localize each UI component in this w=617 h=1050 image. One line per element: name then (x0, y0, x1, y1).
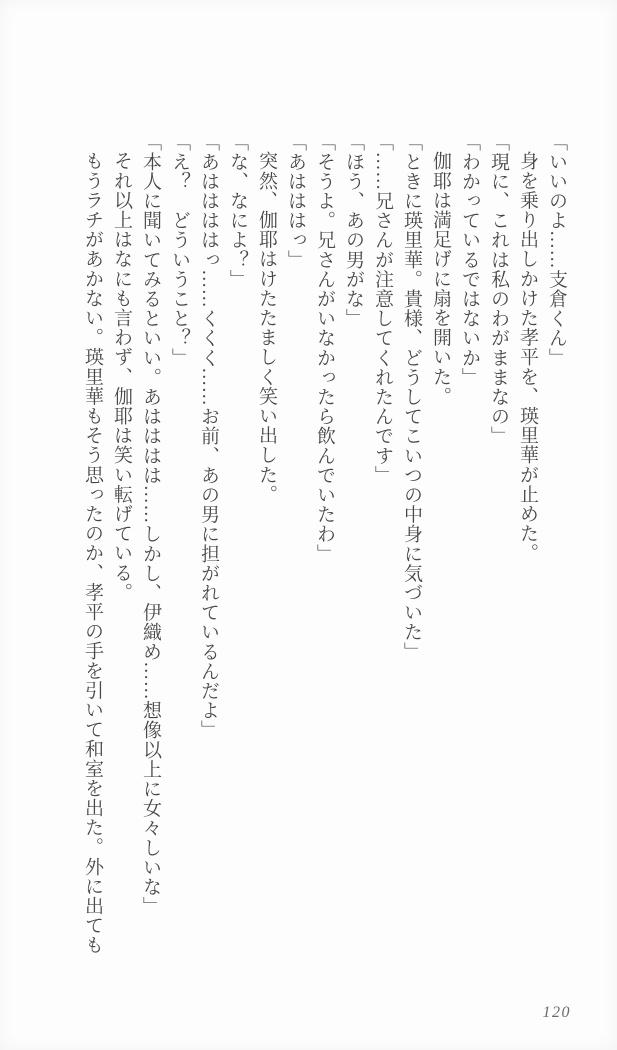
vertical-text-block (78, 132, 571, 970)
text-line: それ以上はなにも言わず、伽耶は笑い転げている。 (111, 151, 132, 602)
text-line: 「ときに瑛里華。貴様、どうしてこいつの中身に気づいた」 (401, 132, 422, 662)
text-line: 「本人に聞いてみるといい。あはははは……しかし、伊織め……想像以上に女々しいな」 (140, 132, 161, 916)
text-line: 「ほう、あの男がな」 (343, 132, 364, 328)
text-line: 突然、伽耶はけたたましく笑い出した。 (256, 151, 277, 504)
text-line: 「あははははっ……くくく……お前、あの男に担がれているんだよ」 (198, 132, 219, 740)
text-line: 身を乗り出しかけた孝平を、瑛里華が止めた。 (517, 151, 538, 563)
text-line: 「あはははっ」 (285, 132, 306, 270)
text-line: 「現に、これは私のわがままなの」 (488, 132, 509, 446)
text-line: 「いいのよ……支倉くん」 (546, 132, 567, 368)
text-line: 「わかっているではないか」 (459, 132, 480, 387)
text-line: 「そうよ。兄さんがいなかったら飲んでいたわ」 (314, 132, 335, 564)
text-line: もうラチがあかない。瑛里華もそう思ったのか、孝平の手を引いて和室を出た。外に出ても (82, 151, 103, 955)
text-line: 伽耶は満足げに扇を開いた。 (430, 151, 451, 406)
text-line: 「な、なによ？」 (227, 132, 248, 289)
text-line: 「……兄さんが注意してくれたんです」 (372, 132, 393, 485)
page-number: 120 (542, 1004, 571, 1021)
text-line: 「え？ どういうこと？」 (169, 132, 190, 368)
